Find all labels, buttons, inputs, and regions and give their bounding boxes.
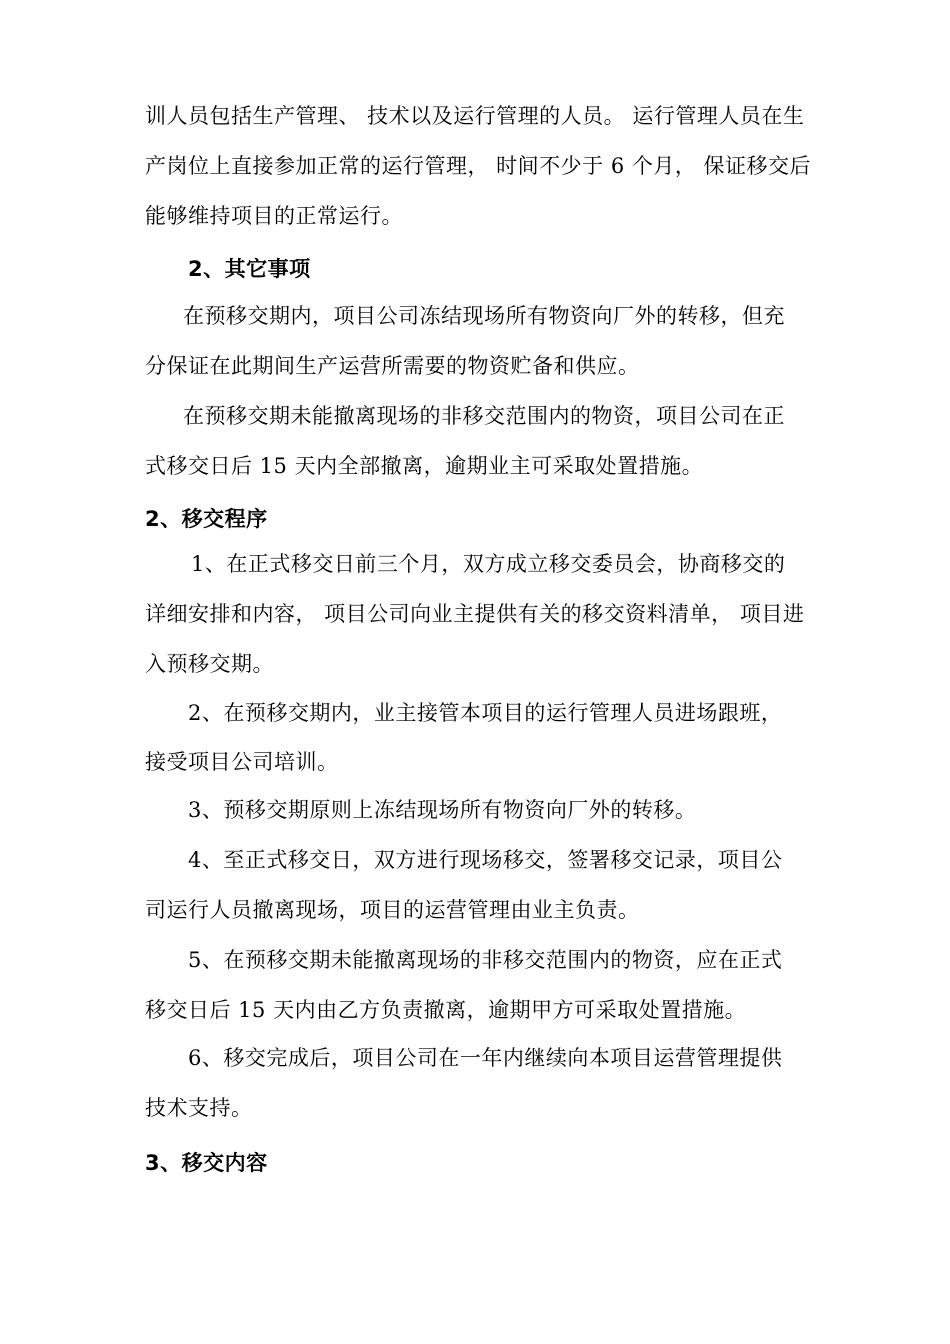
body-text-line: 3、预移交期原则上冻结现场所有物资向厂外的转移。	[188, 798, 697, 822]
section-heading: 2、移交程序	[145, 507, 268, 531]
body-text-line: 移交日后 15 天内由乙方负责撤离，逾期甲方可采取处置措施。	[145, 998, 747, 1022]
body-text-line: 4、至正式移交日，双方进行现场移交，签署移交记录，项目公	[188, 848, 783, 872]
section-heading: 3、移交内容	[145, 1151, 268, 1175]
body-text-line: 训人员包括生产管理、 技术以及运行管理的人员。 运行管理人员在生	[145, 104, 805, 128]
body-text-line: 分保证在此期间生产运营所需要的物资贮备和供应。	[145, 354, 640, 378]
body-text-line: 技术支持。	[145, 1096, 253, 1120]
body-text-line: 能够维持项目的正常运行。	[145, 204, 403, 228]
body-text-line: 6、移交完成后，项目公司在一年内继续向本项目运营管理提供	[188, 1046, 783, 1070]
body-text-line: 产岗位上直接参加正常的运行管理， 时间不少于 6 个月， 保证移交后	[145, 154, 812, 178]
body-text-line: 2、在预移交期内，业主接管本项目的运行管理人员进场跟班，	[188, 701, 783, 725]
body-text-line: 在预移交期内，项目公司冻结现场所有物资向厂外的转移，但充	[183, 304, 785, 328]
body-text-line: 5、在预移交期未能撤离现场的非移交范围内的物资，应在正式	[188, 948, 783, 972]
body-text-line: 式移交日后 15 天内全部撤离，逾期业主可采取处置措施。	[145, 454, 704, 478]
body-text-line: 详细安排和内容， 项目公司向业主提供有关的移交资料清单， 项目进	[145, 602, 805, 626]
body-text-line: 入预移交期。	[145, 652, 274, 676]
body-text-line: 在预移交期未能撤离现场的非移交范围内的物资，项目公司在正	[183, 404, 785, 428]
body-text-line: 接受项目公司培训。	[145, 750, 339, 774]
subsection-heading: 2、其它事项	[188, 257, 311, 281]
body-text-line: 1、在正式移交日前三个月，双方成立移交委员会，协商移交的	[191, 552, 786, 576]
body-text-line: 司运行人员撤离现场，项目的运营管理由业主负责。	[145, 898, 640, 922]
